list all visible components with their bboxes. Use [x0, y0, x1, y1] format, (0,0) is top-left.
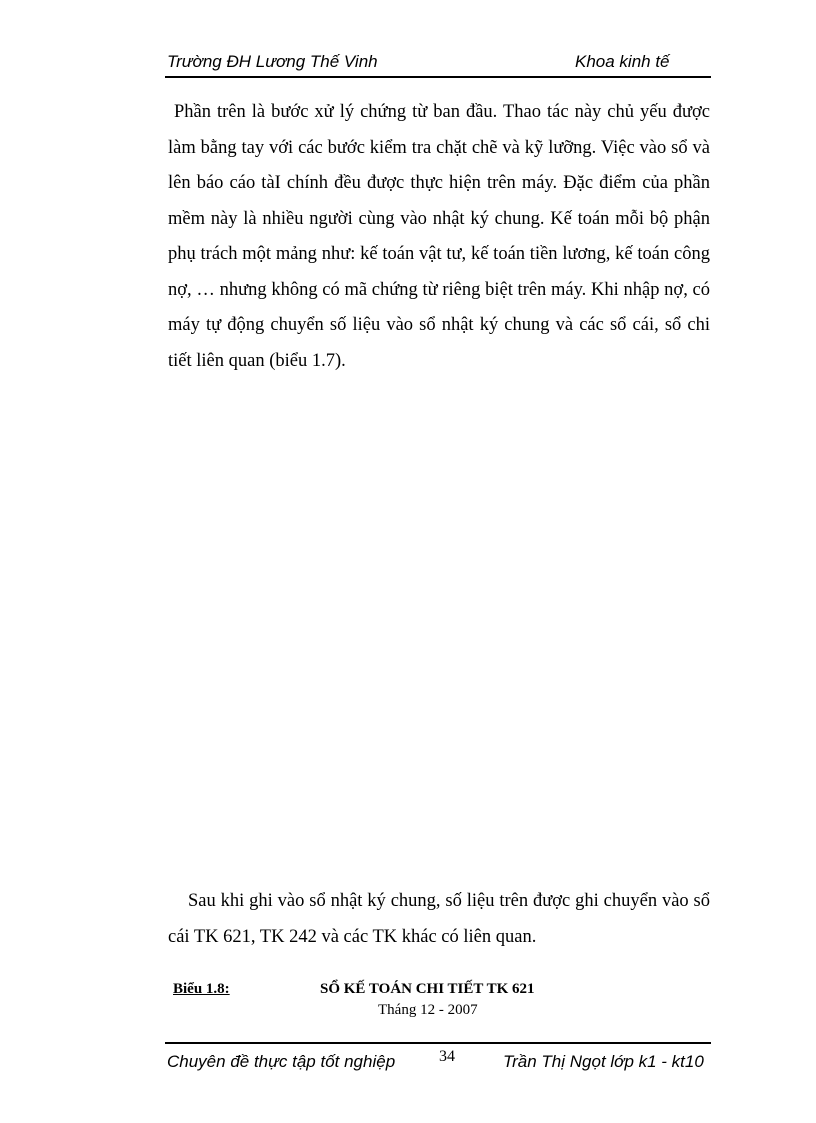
page-number: 34 [439, 1048, 455, 1065]
caption-title: SỔ KẾ TOÁN CHI TIẾT TK 621 [320, 981, 535, 997]
header-school: Trường ĐH Lương Thế Vinh [167, 52, 378, 71]
page-footer [165, 1042, 711, 1078]
footer-author: Trần Thị Ngọt lớp k1 - kt10 [503, 1052, 704, 1071]
caption-subtitle: Tháng 12 - 2007 [378, 1002, 478, 1018]
footer-report-title: Chuyên đề thực tập tốt nghiệp [167, 1052, 396, 1071]
body-paragraph-2: Sau khi ghi vào sổ nhật ký chung, số liệu trên được ghi chuyển vào sổ cái TK 621, TK 242 và các TK khác có liên quan. [168, 891, 710, 947]
header-faculty: Khoa kinh tế [575, 52, 670, 71]
body-paragraph-1: Phần trên là bước xử lý chứng từ ban đầu. Thao tác này chủ yếu được làm bằng tay với các bước kiểm tra chặt chẽ và kỹ lưỡng. Việc vào sổ và lên báo cáo tàI chính đều được thực hiện trên máy. Đặc điểm của phần mềm này là nhiều người cùng vào nhật ký chung. Kế toán mỗi bộ phận phụ trách một mảng như: kế toán vật tư, kế toán tiền lương, kế toán công nợ, … nhưng không có mã chứng từ riêng biệt trên máy. Khi nhập nợ, có máy tự động chuyển số liệu vào sổ nhật ký chung và các sổ cái, sổ chi tiết liên quan (biểu 1.7). [168, 102, 710, 371]
page-header [165, 52, 711, 78]
caption-label: Biểu 1.8: [173, 981, 230, 997]
